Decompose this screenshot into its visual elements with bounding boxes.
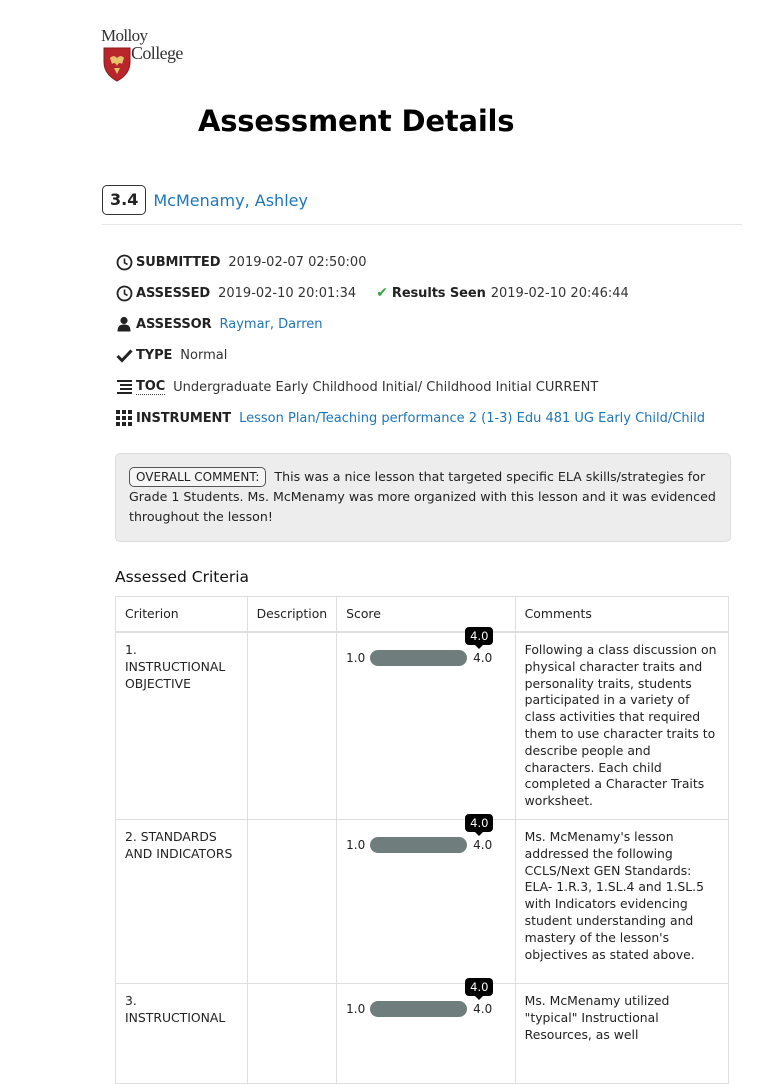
- header-divider: [102, 224, 742, 225]
- results-seen: [376, 285, 629, 301]
- shield-crest-icon: [102, 46, 132, 82]
- table-row: [116, 632, 729, 819]
- assessment-header: [102, 184, 308, 216]
- list-icon: [115, 378, 133, 396]
- slider-min: 1.0: [346, 650, 366, 665]
- assessed-row: [115, 282, 755, 304]
- table-row: [116, 983, 729, 1083]
- type-row: [115, 344, 755, 366]
- criteria-table: [115, 596, 729, 1084]
- assessed-value: 2019-02-10 20:01:34: [218, 285, 357, 301]
- overall-score-badge: 3.4: [102, 185, 146, 215]
- slider-max: 4.0: [473, 650, 493, 665]
- criterion-cell: 3. INSTRUCTIONAL: [116, 983, 248, 1083]
- toc-label: TOC: [136, 379, 166, 394]
- score-tooltip: 4.0: [465, 978, 493, 996]
- submitted-value: 2019-02-07 02:50:00: [228, 254, 367, 270]
- description-cell: [247, 819, 337, 983]
- assessed-label: ASSESSED: [136, 285, 211, 301]
- score-cell: [337, 979, 516, 1083]
- column-header-description: Description: [247, 597, 337, 633]
- results-seen-value: 2019-02-10 20:46:44: [490, 285, 629, 301]
- score-cell: [337, 629, 516, 819]
- overall-comment-box: [115, 453, 731, 542]
- clock-icon: [115, 284, 133, 302]
- instrument-label: INSTRUMENT: [136, 410, 232, 426]
- column-header-criterion: Criterion: [116, 597, 248, 633]
- slider-min: 1.0: [346, 1001, 366, 1016]
- assessor-row: [115, 313, 755, 335]
- assessor-link[interactable]: Raymar, Darren: [219, 316, 323, 332]
- column-header-comments: Comments: [515, 597, 728, 633]
- table-header-row: [116, 597, 729, 633]
- type-value: Normal: [180, 347, 228, 363]
- slider-track: [370, 1001, 467, 1017]
- grid-icon: [115, 409, 133, 427]
- check-icon: [115, 346, 133, 364]
- table-row: [116, 819, 729, 983]
- score-cell: [337, 815, 516, 983]
- assessed-criteria-title: Assessed Criteria: [115, 568, 250, 586]
- logo-text-line2: College: [131, 43, 183, 63]
- checkmark-icon: ✔: [376, 285, 388, 301]
- logo-text-line1: Molloy: [101, 26, 148, 45]
- comments-cell: Following a class discussion on physical character traits and personality traits, students participated in a variety of class activities that required them to use character traits to describe people and characters. Each child completed a Character Traits worksheet.: [515, 632, 728, 819]
- slider-track: [370, 650, 467, 666]
- type-label: TYPE: [136, 347, 173, 363]
- score-tooltip: 4.0: [465, 814, 493, 832]
- criterion-cell: 2. STANDARDS AND INDICATORS: [116, 819, 248, 983]
- slider-track: [370, 837, 467, 853]
- clock-icon: [115, 253, 133, 271]
- instrument-row: [115, 407, 755, 429]
- comments-cell: Ms. McMenamy utilized "typical" Instructional Resources, as well: [515, 983, 728, 1083]
- toc-row: [115, 376, 755, 398]
- score-slider: [346, 979, 506, 1019]
- criterion-cell: 1. INSTRUCTIONAL OBJECTIVE: [116, 632, 248, 819]
- submitted-row: [115, 251, 755, 273]
- score-tooltip: 4.0: [465, 627, 493, 645]
- description-cell: [247, 983, 337, 1083]
- instrument-link[interactable]: Lesson Plan/Teaching performance 2 (1-3) Edu 481 UG Early Child/Child: [239, 410, 706, 426]
- slider-min: 1.0: [346, 837, 366, 852]
- description-cell: [247, 632, 337, 819]
- slider-max: 4.0: [473, 1001, 493, 1016]
- molloy-college-logo: [101, 26, 193, 84]
- user-icon: [115, 315, 133, 333]
- student-name-link[interactable]: McMenamy, Ashley: [153, 190, 308, 210]
- overall-comment-text: This was a nice lesson that targeted specific ELA skills/strategies for Grade 1 Students. Ms. McMenamy was more organized with this lesson and it was evidenced throughout the lesson!: [129, 469, 716, 524]
- results-seen-label: Results Seen: [391, 285, 486, 301]
- score-slider: [346, 629, 506, 668]
- toc-value: Undergraduate Early Childhood Initial/ Childhood Initial CURRENT: [173, 379, 599, 395]
- score-slider: [346, 815, 506, 855]
- page-title: Assessment Details: [198, 104, 515, 138]
- submitted-label: SUBMITTED: [136, 254, 221, 270]
- assessor-label: ASSESSOR: [136, 316, 212, 332]
- slider-max: 4.0: [473, 837, 493, 852]
- overall-comment-tag: OVERALL COMMENT:: [129, 467, 266, 487]
- column-header-score: Score: [337, 597, 516, 633]
- comments-cell: Ms. McMenamy's lesson addressed the following CCLS/Next GEN Standards: ELA- 1.R.3, 1.SL.4 and 1.SL.5 with Indicators evidencing student understanding and mastery of the lesson's objectives as stated above.: [515, 819, 728, 983]
